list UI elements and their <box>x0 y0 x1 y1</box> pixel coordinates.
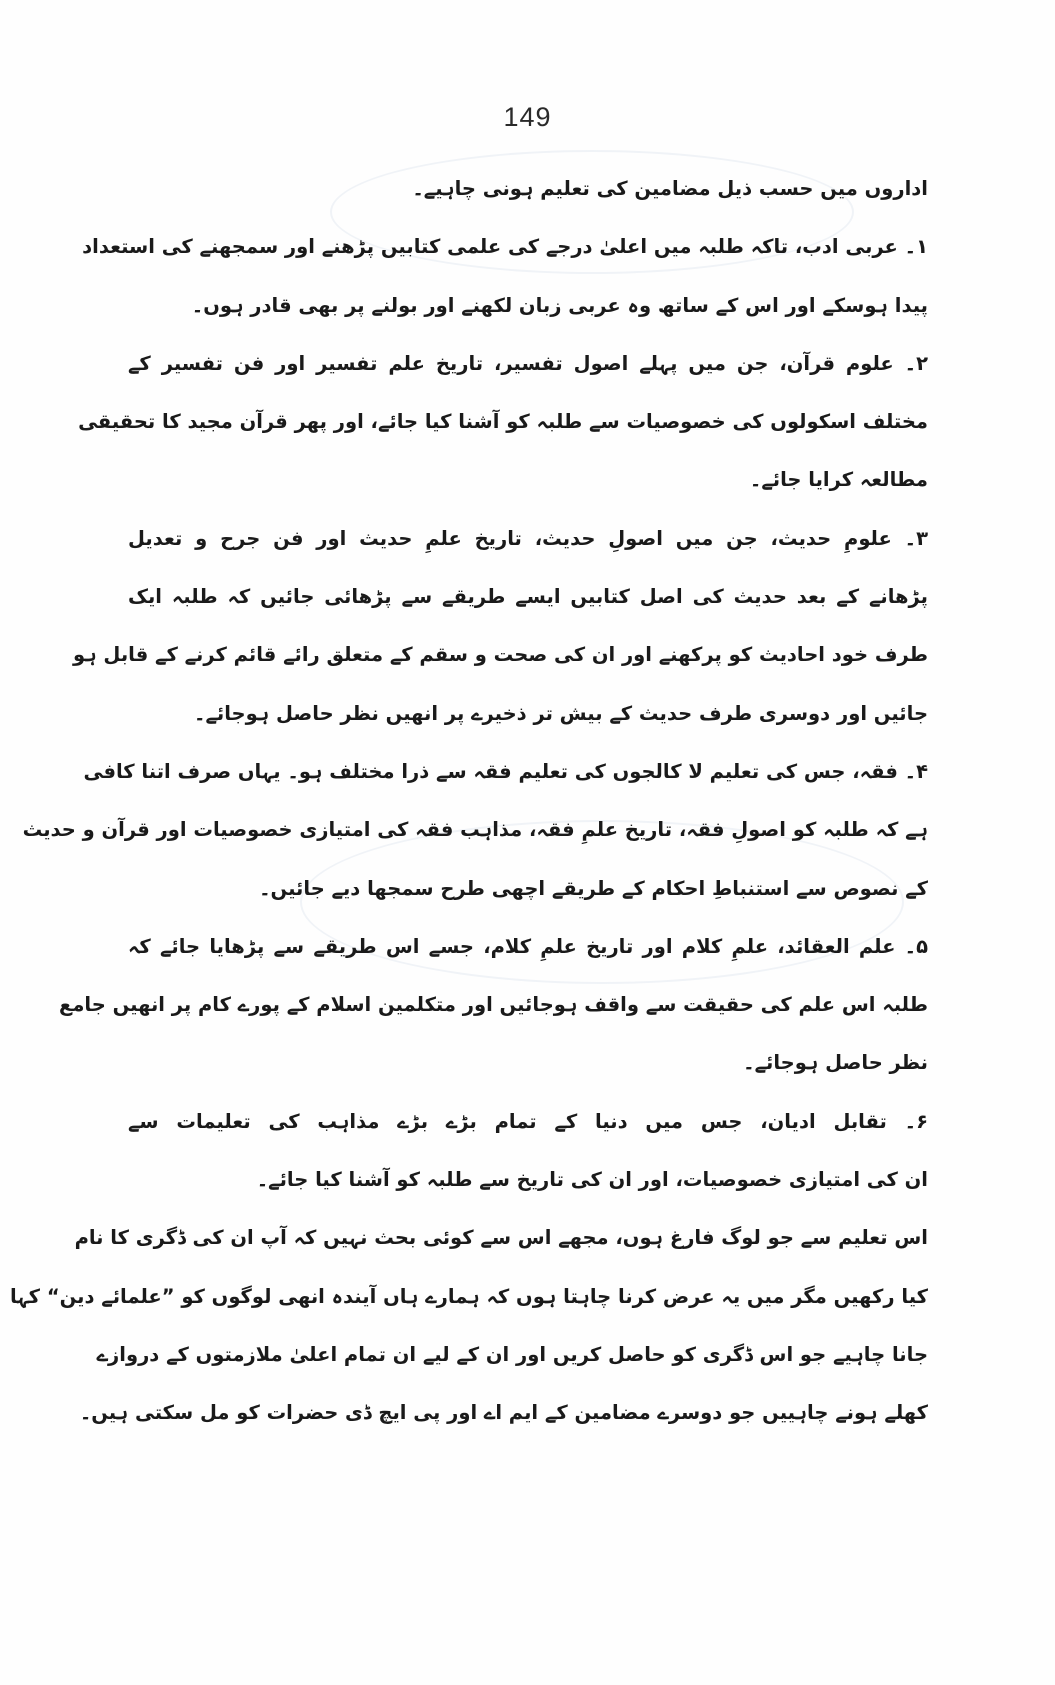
text-line: ہے کہ طلبہ کو اصولِ فقہ، تاریخ علمِ فقہ، مذاہب فقہ کی امتیازی خصوصیات اور قرآن و حدیث <box>22 818 928 842</box>
text-line: ۲۔ علوم قرآن، جن میں پہلے اصول تفسیر، تاریخ علم تفسیر اور فن تفسیر کے <box>128 351 928 375</box>
text-line: جانا چاہیے جو اس ڈگری کو حاصل کریں اور ان کے لیے ان تمام اعلیٰ ملازمتوں کے دروازے <box>96 1342 928 1366</box>
text-line: مختلف اسکولوں کی خصوصیات سے طلبہ کو آشنا کیا جائے، اور پھر قرآن مجید کا تحقیقی <box>78 410 928 434</box>
text-line: مطالعہ کرایا جائے۔ <box>749 468 928 492</box>
text-line: پڑھانے کے بعد حدیث کی اصل کتابیں ایسے طریقے سے پڑھائی جائیں کہ طلبہ ایک <box>128 585 928 609</box>
text-line: ۵۔ علم العقائد، علمِ کلام اور تاریخ علمِ کلام، جسے اس طریقے سے پڑھایا جائے کہ <box>128 934 928 958</box>
page-number: 149 <box>503 102 552 132</box>
text-line: جائیں اور دوسری طرف حدیث کے بیش تر ذخیرے پر انھیں نظر حاصل ہوجائے۔ <box>194 701 928 725</box>
text-line: نظر حاصل ہوجائے۔ <box>743 1051 928 1075</box>
text-line: پیدا ہوسکے اور اس کے ساتھ وہ عربی زبان لکھنے اور بولنے پر بھی قادر ہوں۔ <box>191 293 928 317</box>
text-line: کے نصوص سے استنباطِ احکام کے طریقے اچھی طرح سمجھا دیے جائیں۔ <box>259 876 928 900</box>
text-line: ۴۔ فقہ، جس کی تعلیم لا کالجوں کی تعلیم فقہ سے ذرا مختلف ہو۔ یہاں صرف اتنا کافی <box>83 759 928 783</box>
text-line: اداروں میں حسب ذیل مضامین کی تعلیم ہونی چاہیے۔ <box>412 177 928 200</box>
text-line: کھلے ہونے چاہییں جو دوسرے مضامین کے ایم اے اور پی ایچ ڈی حضرات کو مل سکتی ہیں۔ <box>79 1401 928 1425</box>
text-line: طلبہ اس علم کی حقیقت سے واقف ہوجائیں اور متکلمین اسلام کے پورے کام پر انھیں جامع <box>59 993 928 1017</box>
text-line: اس تعلیم سے جو لوگ فارغ ہوں، مجھے اس سے کوئی بحث نہیں کہ آپ ان کی ڈگری کا نام <box>74 1226 928 1250</box>
body-text <box>9 160 928 1443</box>
text-line: ۱۔ عربی ادب، تاکہ طلبہ میں اعلیٰ درجے کی علمی کتابیں پڑھنے اور سمجھنے کی استعداد <box>82 235 928 259</box>
text-line: طرف خود احادیث کو پرکھنے اور ان کی صحت و سقم کے متعلق رائے قائم کرنے کے قابل ہو <box>72 643 928 667</box>
text-line: کیا رکھیں مگر میں یہ عرض کرنا چاہتا ہوں کہ ہمارے ہاں آیندہ انھی لوگوں کو ”علمائے دین“ کہا <box>9 1284 928 1308</box>
text-line: ان کی امتیازی خصوصیات، اور ان کی تاریخ سے طلبہ کو آشنا کیا جائے۔ <box>256 1168 928 1192</box>
text-line: ۶۔ تقابل ادیان، جس میں دنیا کے تمام بڑے بڑے مذاہب کی تعلیمات سے <box>128 1109 928 1133</box>
text-line: ۳۔ علومِ حدیث، جن میں اصولِ حدیث، تاریخ علمِ حدیث اور فن جرح و تعدیل <box>128 526 928 550</box>
